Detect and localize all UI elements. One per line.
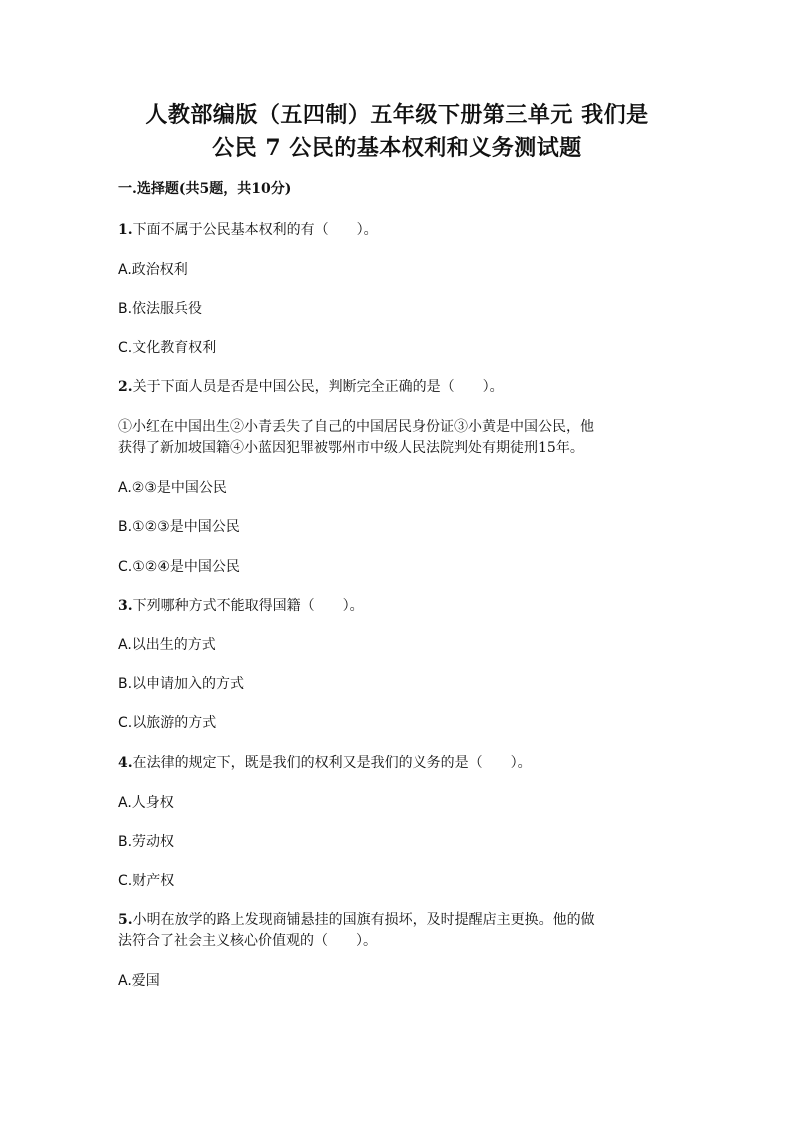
- question-5: [118, 909, 595, 929]
- question-stem: 下面不属于公民基本权利的有（ ）。: [132, 222, 378, 238]
- question-1: [118, 219, 378, 239]
- question-stem: 关于下面人员是否是中国公民，判断完全正确的是（ ）。: [132, 379, 504, 395]
- question-stem-line-1: 小明在放学的路上发现商铺悬挂的国旗有损坏，及时提醒店主更换。他的做: [132, 912, 595, 928]
- question-5-stem-line-2: 法符合了社会主义核心价值观的（ ）。: [118, 933, 377, 949]
- question-4-option-a: A.人身权: [118, 795, 174, 811]
- question-5-option-a: A.爱国: [118, 973, 160, 989]
- section-heading: 一.选择题(共5题，共10分): [118, 181, 292, 197]
- question-2-option-c: C.①②④是中国公民: [118, 559, 240, 575]
- question-1-option-a: A.政治权利: [118, 262, 188, 278]
- question-3-option-a: A.以出生的方式: [118, 637, 216, 653]
- question-2-statement-line-1: ①小红在中国出生②小青丢失了自己的中国居民身份证③小黄是中国公民，他: [118, 419, 594, 435]
- question-stem: 下列哪种方式不能取得国籍（ ）。: [132, 598, 364, 614]
- question-number: 5.: [118, 912, 133, 928]
- question-4-option-c: C.财产权: [118, 873, 175, 889]
- question-number: 1.: [118, 222, 133, 238]
- question-number: 3.: [118, 598, 133, 614]
- document-title-line-2: 公民 7 公民的基本权利和义务测试题: [212, 135, 582, 161]
- document-title-line-1: 人教部编版（五四制）五年级下册第三单元 我们是: [145, 102, 649, 128]
- question-number: 4.: [118, 755, 133, 771]
- question-2-option-a: A.②③是中国公民: [118, 480, 227, 496]
- question-4: [118, 752, 532, 772]
- question-3: [118, 595, 364, 615]
- question-3-option-b: B.以申请加入的方式: [118, 676, 245, 692]
- question-1-option-b: B.依法服兵役: [118, 301, 203, 317]
- question-3-option-c: C.以旅游的方式: [118, 715, 217, 731]
- question-4-option-b: B.劳动权: [118, 834, 175, 850]
- question-number: 2.: [118, 379, 133, 395]
- question-1-option-c: C.文化教育权利: [118, 340, 217, 356]
- question-2-option-b: B.①②③是中国公民: [118, 519, 240, 535]
- question-2-statement-line-2: 获得了新加坡国籍④小蓝因犯罪被鄂州市中级人民法院判处有期徒刑15年。: [118, 440, 584, 456]
- question-2: [118, 376, 504, 396]
- question-stem: 在法律的规定下，既是我们的权利又是我们的义务的是（ ）。: [132, 755, 532, 771]
